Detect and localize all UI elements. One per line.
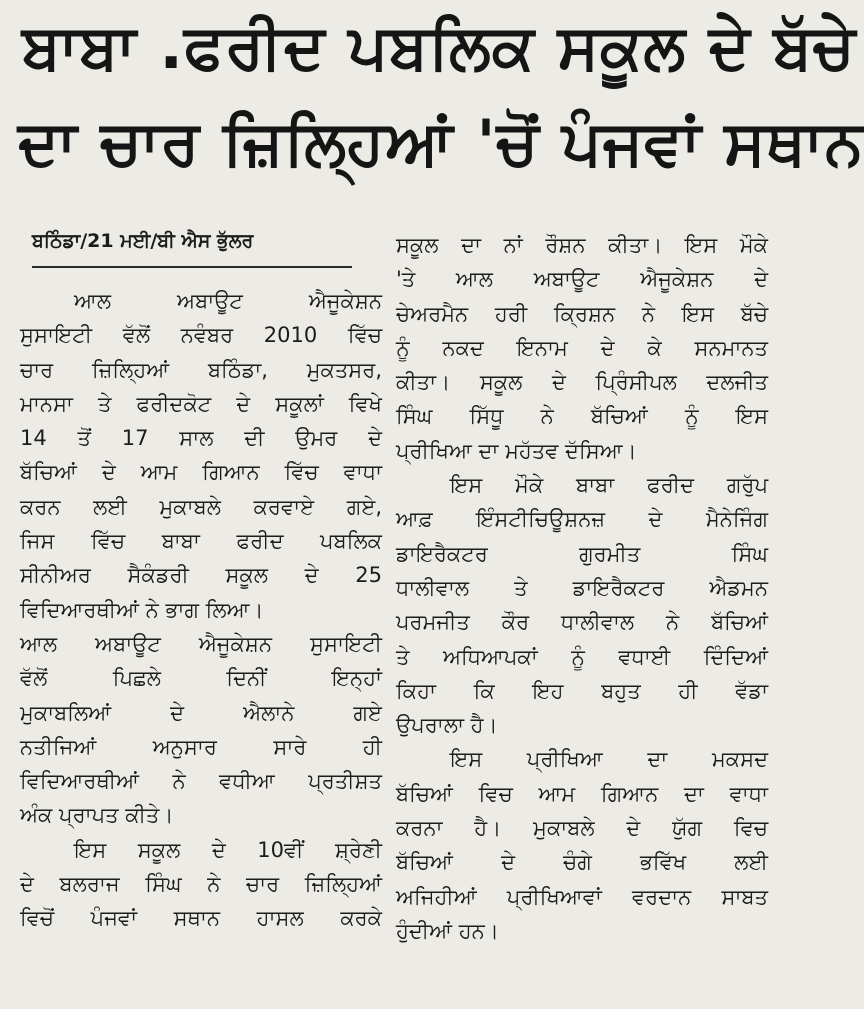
text-line: ਵਿਦਿਆਰਥੀਆਂ ਨੇ ਭਾਗ ਲਿਆ। <box>20 597 264 622</box>
text-line: ਜਿਸ ਵਿੱਚ ਬਾਬਾ ਫਰੀਦ ਪਬਲਿਕ <box>20 529 382 554</box>
text-line: ਨੂੰ ਨਕਦ ਇਨਾਮ ਦੇ ਕੇ ਸਨਮਾਨਤ <box>396 335 768 360</box>
article-column-right <box>396 228 768 948</box>
left-column-text <box>20 284 382 936</box>
text-line: ਆਫ਼ ਇੰਸਟੀਚਿਊਸ਼ਨਜ਼ ਦੇ ਮੈਨੇਜਿੰਗ <box>396 507 768 532</box>
article-column-left <box>20 228 382 936</box>
text-line: ਬੱਚਿਆਂ ਦੇ ਆਮ ਗਿਆਨ ਵਿੱਚ ਵਾਧਾ <box>20 460 382 485</box>
text-line: ਸਕੂਲ ਦਾ ਨਾਂ ਰੌਸ਼ਨ ਕੀਤਾ। ਇਸ ਮੌਕੇ <box>396 233 768 257</box>
text-line: ਆਲ ਅਬਾਊਟ ਐਜੂਕੇਸ਼ਨ <box>74 289 382 313</box>
text-line: ਵੱਲੋਂ ਪਿਛਲੇ ਦਿਨੀਂ ਇਨ੍ਹਾਂ <box>20 666 382 691</box>
text-line: ਨਤੀਜਿਆਂ ਅਨੁਸਾਰ ਸਾਰੇ ਹੀ <box>20 734 382 759</box>
text-line: ਆਲ ਅਬਾਊਟ ਐਜੂਕੇਸ਼ਨ ਸੁਸਾਇਟੀ <box>20 631 382 656</box>
text-line: ਡਾਇਰੈਕਟਰ ਗੁਰਮੀਤ ਸਿੰਘ <box>396 541 768 566</box>
text-line: ਇਸ ਮੌਕੇ ਬਾਬਾ ਫਰੀਦ ਗਰੁੱਪ <box>450 473 768 498</box>
text-line: ਵਿਦਿਆਰਥੀਆਂ ਨੇ ਵਧੀਆ ਪ੍ਰਤੀਸ਼ਤ <box>20 769 382 794</box>
text-line: ਚੇਅਰਮੈਨ ਹਰੀ ਕ੍ਰਿਸ਼ਨ ਨੇ ਇਸ ਬੱਚੇ <box>396 301 768 326</box>
byline-divider <box>32 266 352 268</box>
text-line: ਹੁੰਦੀਆਂ ਹਨ। <box>396 918 499 943</box>
text-line: ਅਜਿਹੀਆਂ ਪ੍ਰੀਖਿਆਵਾਂ ਵਰਦਾਨ ਸਾਬਤ <box>396 884 768 909</box>
text-line: ਪ੍ਰੀਖਿਆ ਦਾ ਮਹੱਤਵ ਦੱਸਿਆ। <box>396 438 637 463</box>
text-line: ਕਿਹਾ ਕਿ ਇਹ ਬਹੁਤ ਹੀ ਵੱਡਾ <box>396 678 768 703</box>
text-line: ਇਸ ਪ੍ਰੀਖਿਆ ਦਾ ਮਕਸਦ <box>450 747 768 772</box>
text-line: ਚਾਰ ਜ਼ਿਲ੍ਹਿਆਂ ਬਠਿੰਡਾ, ਮੁਕਤਸਰ, <box>20 357 382 382</box>
text-line: ਕਰਨ ਲਈ ਮੁਕਾਬਲੇ ਕਰਵਾਏ ਗਏ, <box>20 494 382 519</box>
text-line: ਮੁਕਾਬਲਿਆਂ ਦੇ ਐਲਾਨੇ ਗਏ <box>20 700 382 725</box>
text-line: ਸੁਸਾਇਟੀ ਵੱਲੋਂ ਨਵੰਬਰ 2010 ਵਿੱਚ <box>20 323 382 348</box>
headline-line-2: ਦਾ ਚਾਰ ਜ਼ਿਲ੍ਹਿਆਂ 'ਚੋਂ ਪੰਜਵਾਂ ਸਥਾਨ <box>18 106 864 179</box>
text-line: ਕਰਨਾ ਹੈ। ਮੁਕਾਬਲੇ ਦੇ ਯੁੱਗ ਵਿਚ <box>396 816 768 841</box>
text-line: ਮਾਨਸਾ ਤੇ ਫਰੀਦਕੋਟ ਦੇ ਸਕੂਲਾਂ ਵਿਖੇ <box>20 391 382 416</box>
text-line: ਧਾਲੀਵਾਲ ਤੇ ਡਾਇਰੈਕਟਰ ਐਡਮਨ <box>396 575 768 600</box>
text-line: ਕੀਤਾ। ਸਕੂਲ ਦੇ ਪ੍ਰਿੰਸੀਪਲ ਦਲਜੀਤ <box>396 370 768 395</box>
headline-line-1: ਬਾਬਾ .ਫਰੀਦ ਪਬਲਿਕ ਸਕੂਲ ਦੇ ਬੱਚੇ <box>22 10 856 83</box>
text-line: ਸਿੰਘ ਸਿੱਧੂ ਨੇ ਬੱਚਿਆਂ ਨੂੰ ਇਸ <box>396 404 768 429</box>
text-line: ਸੀਨੀਅਰ ਸੈਕੰਡਰੀ ਸਕੂਲ ਦੇ 25 <box>20 563 382 588</box>
text-line: ਬੱਚਿਆਂ ਦੇ ਚੰਗੇ ਭਵਿੱਖ ਲਈ <box>396 850 768 875</box>
text-line: 'ਤੇ ਆਲ ਅਬਾਊਟ ਐਜੂਕੇਸ਼ਨ ਦੇ <box>396 267 768 292</box>
text-line: ਬੱਚਿਆਂ ਵਿਚ ਆਮ ਗਿਆਨ ਦਾ ਵਾਧਾ <box>396 781 768 806</box>
text-line: 14 ਤੋਂ 17 ਸਾਲ ਦੀ ਉਮਰ ਦੇ <box>20 426 382 451</box>
text-line: ਉਪਰਾਲਾ ਹੈ। <box>396 713 498 738</box>
text-line: ਇਸ ਸਕੂਲ ਦੇ 10ਵੀਂ ਸ਼੍ਰੇਣੀ <box>74 837 382 862</box>
text-line: ਦੇ ਬਲਰਾਜ ਸਿੰਘ ਨੇ ਚਾਰ ਜ਼ਿਲ੍ਹਿਆਂ <box>20 872 382 897</box>
byline: ਬਠਿੰਡਾ/21 ਮਈ/ਬੀ ਐਸ ਭੁੱਲਰ <box>32 230 254 252</box>
text-line: ਤੇ ਅਧਿਆਪਕਾਂ ਨੂੰ ਵਧਾਈ ਦਿੰਦਿਆਂ <box>396 644 768 669</box>
text-line: ਪਰਮਜੀਤ ਕੌਰ ਧਾਲੀਵਾਲ ਨੇ ਬੱਚਿਆਂ <box>396 610 768 635</box>
text-line: ਵਿਚੋਂ ਪੰਜਵਾਂ ਸਥਾਨ ਹਾਸਲ ਕਰਕੇ <box>20 906 382 931</box>
text-line: ਅੰਕ ਪ੍ਰਾਪਤ ਕੀਤੇ। <box>20 803 174 828</box>
